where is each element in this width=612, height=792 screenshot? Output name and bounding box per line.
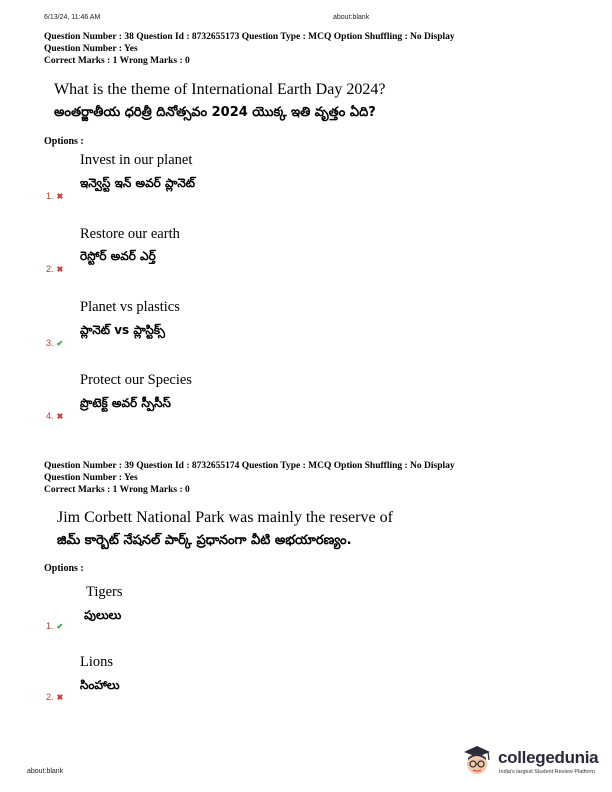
print-datetime: 6/13/24, 11:46 AM bbox=[44, 14, 101, 21]
option-number-label: 4. bbox=[46, 411, 54, 421]
collegedunia-logo bbox=[460, 742, 610, 784]
option-number-label: 2. bbox=[46, 264, 54, 274]
question-meta-line: Question Number : 38 Question Id : 8732655173 Question Type : MCQ Option Shuffling : No Display bbox=[44, 32, 455, 42]
option-number bbox=[46, 338, 63, 348]
options-label: Options : bbox=[44, 136, 84, 147]
correct-check-icon: ✔ bbox=[56, 622, 64, 631]
question-meta-line: Question Number : Yes bbox=[44, 473, 138, 483]
option-text-telugu: రెస్టోర్ అవర్ ఎర్త్ bbox=[80, 249, 156, 263]
option-text-english: Planet vs plastics bbox=[80, 299, 180, 315]
logo-tagline: India's largest Student Review Platform bbox=[499, 769, 595, 775]
option-number-label: 3. bbox=[46, 338, 54, 348]
option-text-telugu: ప్రొటెక్ట్ అవర్ స్పీసీస్ bbox=[80, 396, 171, 410]
option-text-telugu: ప్లానెట్ vs ప్లాస్టిక్స్ bbox=[80, 323, 165, 337]
option-text-english: Protect our Species bbox=[80, 372, 192, 388]
print-page-title: about:blank bbox=[333, 14, 370, 21]
option-text-english: Invest in our planet bbox=[80, 152, 193, 168]
option-number bbox=[46, 264, 63, 274]
option-number-label: 1. bbox=[46, 621, 54, 631]
option-number-label: 2. bbox=[46, 692, 54, 702]
question-meta-line: Question Number : Yes bbox=[44, 44, 138, 54]
option-number bbox=[46, 411, 63, 421]
option-number-label: 1. bbox=[46, 191, 54, 201]
option-text-english: Restore our earth bbox=[80, 226, 180, 242]
question-marks: Correct Marks : 1 Wrong Marks : 0 bbox=[44, 485, 190, 495]
option-text-english: Lions bbox=[80, 654, 114, 670]
option-number bbox=[46, 621, 63, 631]
wrong-mark-icon: ✖ bbox=[56, 693, 64, 702]
option-text-telugu: ఇన్వెస్ట్ ఇన్ అవర్ ప్లానెట్ bbox=[80, 176, 196, 190]
option-text-telugu: సింహాలు bbox=[80, 678, 120, 692]
question-text-english: What is the theme of International Earth Day 2024? bbox=[54, 81, 386, 98]
option-number bbox=[46, 692, 63, 702]
question-text-telugu: అంతర్జాతీయ ధరిత్రీ దినోత్సవం 2024 యొక్క ఇతి వృత్తం ఏది? bbox=[54, 105, 376, 120]
wrong-mark-icon: ✖ bbox=[56, 265, 64, 274]
options-label: Options : bbox=[44, 563, 84, 574]
option-text-telugu: పులులు bbox=[84, 608, 122, 622]
student-face-icon bbox=[460, 744, 494, 778]
question-text-english: Jim Corbett National Park was mainly the reserve of bbox=[57, 509, 393, 526]
question-marks: Correct Marks : 1 Wrong Marks : 0 bbox=[44, 56, 190, 66]
question-meta-line: Question Number : 39 Question Id : 8732655174 Question Type : MCQ Option Shuffling : No Display bbox=[44, 461, 455, 471]
correct-check-icon: ✔ bbox=[56, 339, 64, 348]
wrong-mark-icon: ✖ bbox=[56, 192, 64, 201]
print-footer-url: about:blank bbox=[27, 768, 64, 775]
option-number bbox=[46, 191, 63, 201]
logo-wordmark: collegedunia bbox=[498, 748, 599, 767]
wrong-mark-icon: ✖ bbox=[56, 412, 64, 421]
question-text-telugu: జిమ్ కార్బెట్ నేషనల్ పార్క్ ప్రధానంగా వీటి అభయారణ్యం. bbox=[57, 533, 352, 548]
option-text-english: Tigers bbox=[86, 584, 123, 600]
